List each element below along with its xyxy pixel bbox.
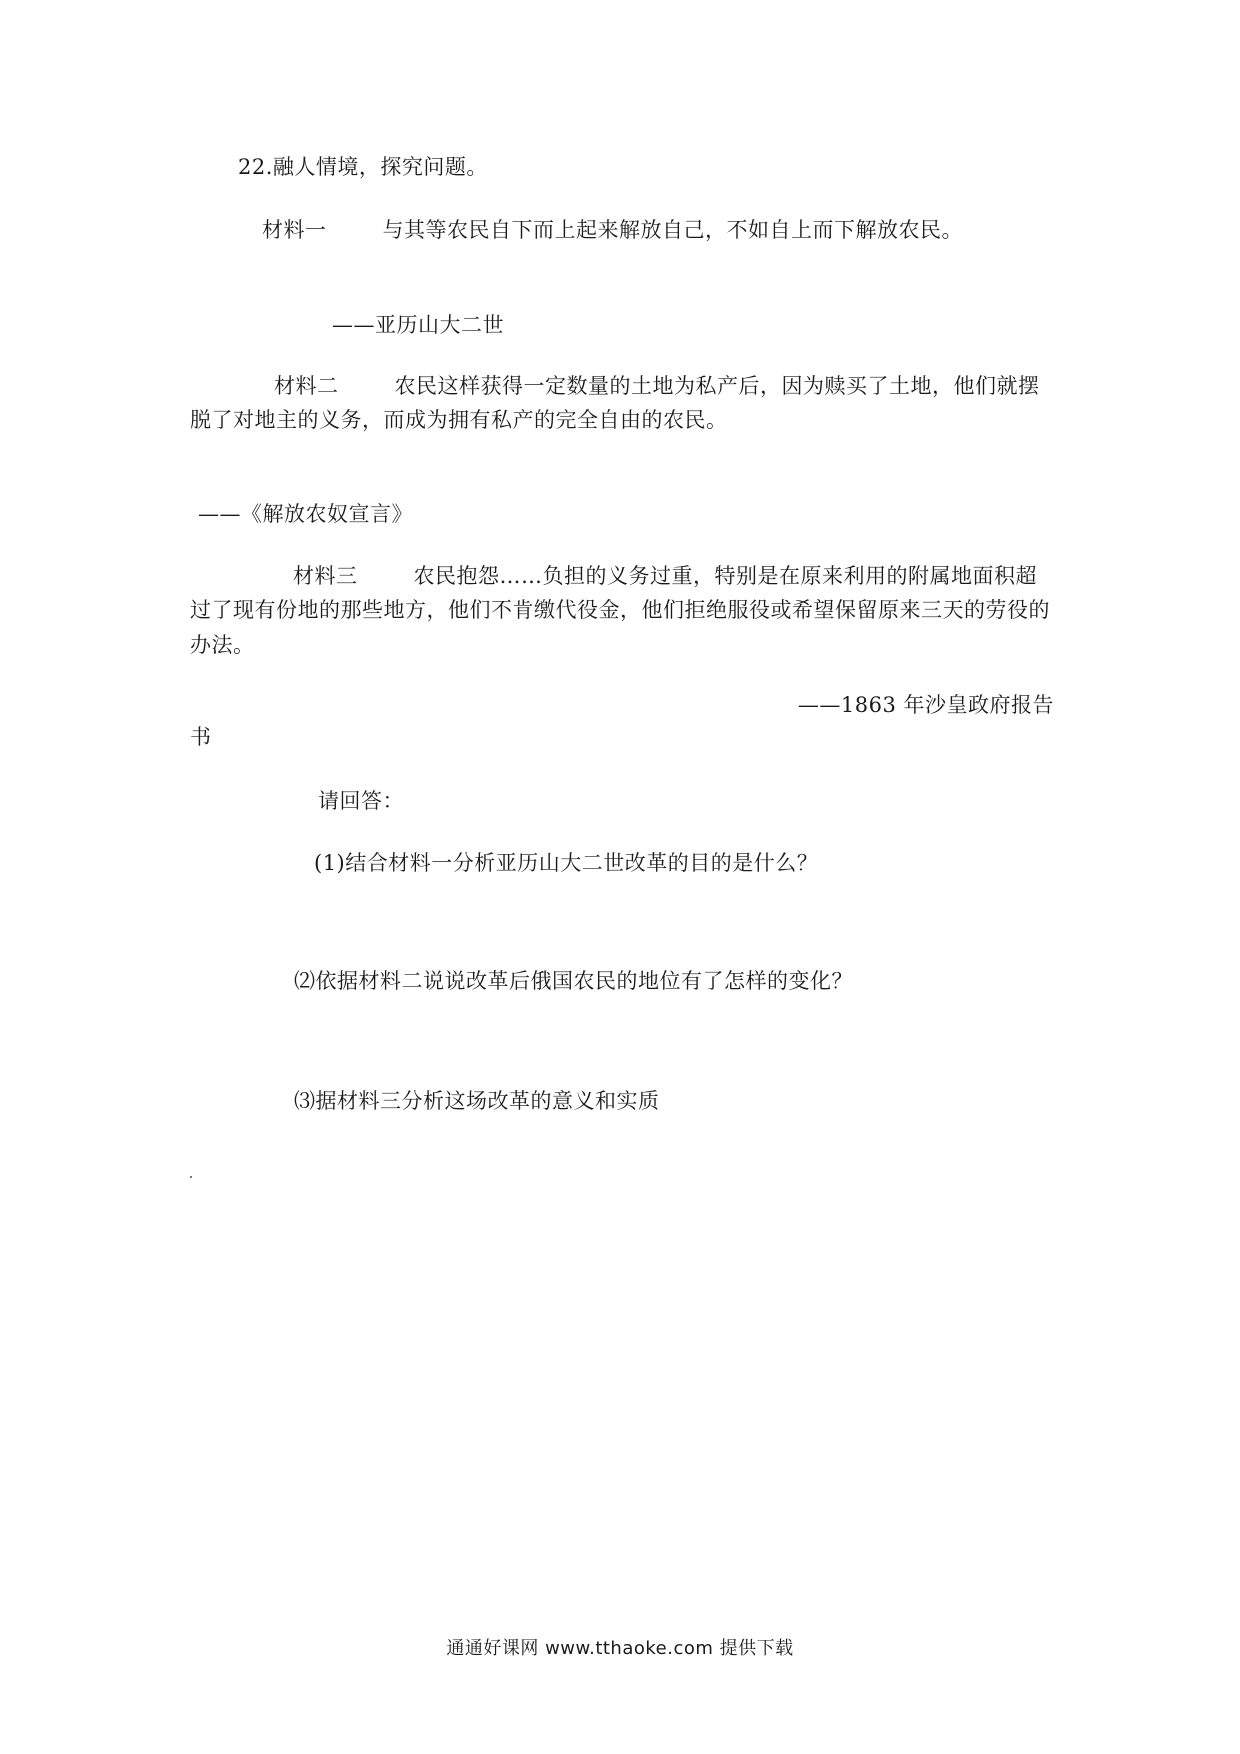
material2-label: 材料二 <box>274 374 339 398</box>
material3-label: 材料三 <box>293 564 358 588</box>
sub-question-3: ⑶据材料三分析这场改革的意义和实质 <box>294 1089 660 1113</box>
material2-source: ——《解放农奴宣言》 <box>198 502 413 526</box>
scan-speck <box>190 1176 192 1178</box>
material2-text-line1: 农民这样获得一定数量的土地为私产后，因为赎买了土地，他们就摆 <box>394 374 1040 398</box>
material2-text-line2: 脱了对地主的义务，而成为拥有私产的完全自由的农民。 <box>190 408 728 432</box>
material3-text-line2: 过了现有份地的那些地方，他们不肯缴代役金，他们拒绝服役或希望保留原来三天的劳役的 <box>190 598 1050 622</box>
answer-prompt: 请回答： <box>318 789 404 813</box>
sub-question-1: (1)结合材料一分析亚历山大二世改革的目的是什么？ <box>314 851 819 875</box>
material3-source-line1: ——1863 年沙皇政府报告 <box>797 693 1054 717</box>
material1-text: 与其等农民自下而上起来解放自己，不如自上而下解放农民。 <box>382 218 963 242</box>
material1-source: ——亚历山大二世 <box>332 313 504 337</box>
material1-label: 材料一 <box>262 218 327 242</box>
material3-text-line1: 农民抱怨……负担的义务过重，特别是在原来利用的附属地面积超 <box>413 564 1037 588</box>
material2-paragraph <box>274 371 1040 401</box>
sub-question-2: ⑵依据材料二说说改革后俄国农民的地位有了怎样的变化？ <box>294 969 853 993</box>
material1-paragraph <box>262 215 963 245</box>
question-title: 22.融人情境，探究问题。 <box>238 155 488 179</box>
material3-paragraph <box>293 561 1037 591</box>
material3-source-line2: 书 <box>190 725 212 749</box>
footer-watermark: 通通好课网 www.tthaoke.com 提供下载 <box>446 1638 794 1659</box>
material3-text-line3: 办法。 <box>190 633 255 657</box>
